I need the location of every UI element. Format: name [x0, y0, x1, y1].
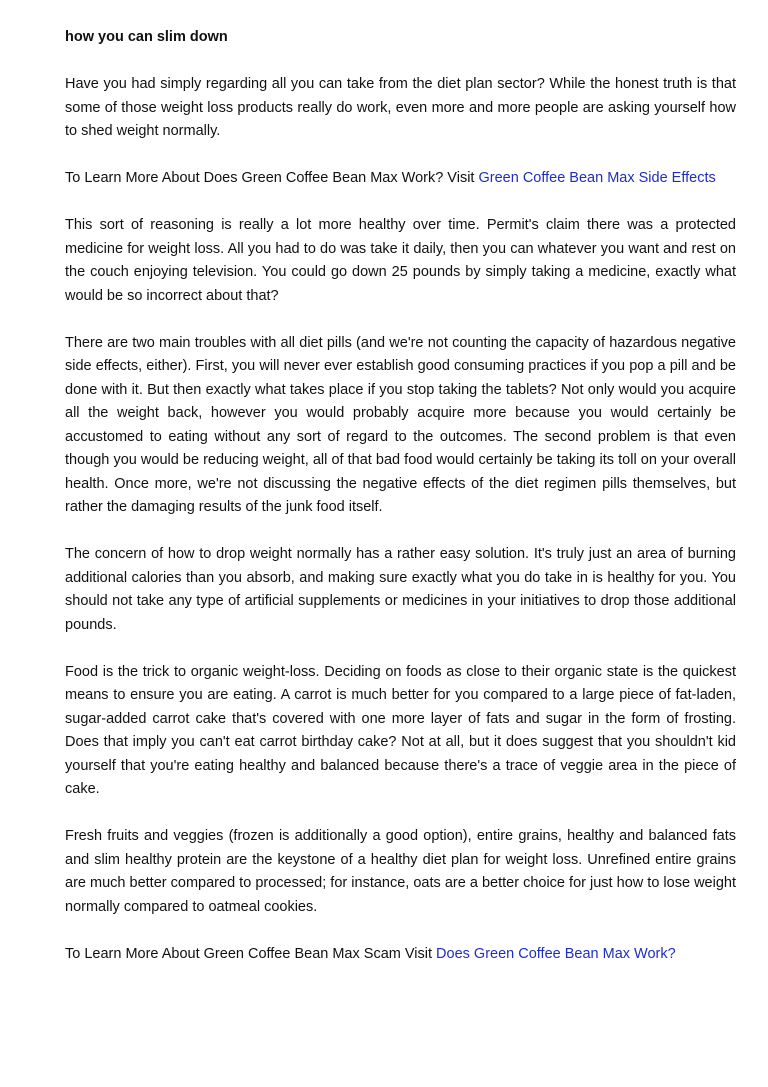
- link-does-it-work[interactable]: Does Green Coffee Bean Max Work?: [436, 945, 676, 962]
- paragraph-food: Food is the trick to organic weight-loss. Deciding on foods as close to their organic state is the quickest means to ensure you are eating. A carrot is much better for you compared to a large piece of fat-laden, sugar-added carrot cake that's covered with one more layer of fats and sugar in the form of frosting. Does that imply you can't eat carrot birthday cake? Not at all, but it does suggest that you shouldn't kid yourself that you're eating healthy and balanced because there's a trace of veggie area in the piece of cake.: [65, 663, 736, 797]
- paragraph-intro: Have you had simply regarding all you can take from the diet plan sector? While the honest truth is that some of those weight loss products really do work, even more and more people are asking yourself how to shed weight normally.: [65, 76, 736, 139]
- paragraph-diet-pills: There are two main troubles with all diet pills (and we're not counting the capacity of hazardous negative side effects, either). First, you will never ever establish good consuming practices if you pop a pill and be done with it. But then exactly what takes place if you stop taking the tablets? Not only would you acquire all the weight back, however you would probably acquire more because you would certainly be accustomed to eating without any sort of regard to the outcomes. The second problem is that even though you would be reducing weight, all of that bad food would certainly be taking its toll on your overall health. Once more, we're not discussing the negative effects of the diet regimen pills themselves, but rather the damaging results of the junk food itself.: [65, 334, 736, 515]
- promo-text-1: To Learn More About Does Green Coffee Bean Max Work? Visit: [65, 170, 479, 186]
- promo-text-2: To Learn More About Green Coffee Bean Max Scam Visit: [65, 945, 437, 962]
- document-title: how you can slim down: [65, 29, 228, 45]
- paragraph-fresh-fruits: Fresh fruits and veggies (frozen is additionally a good option), entire grains, healthy and balanced fats and slim healthy protein are the keystone of a healthy diet plan for weight loss. Unrefined entire grains are much better compared to processed; for instance, oats are a better choice for just how to lose weight normally compared to oatmeal cookies.: [65, 828, 736, 915]
- promo-line-1: [65, 167, 736, 191]
- paragraph-solution: The concern of how to drop weight normally has a rather easy solution. It's truly just an area of burning additional calories than you absorb, and making sure exactly what you do take in is healthy for you. You should not take any type of artificial supplements or medicines in your initiatives to drop those additional pounds.: [65, 546, 736, 633]
- document-page: [65, 26, 736, 990]
- link-side-effects[interactable]: Green Coffee Bean Max Side Effects: [478, 170, 716, 186]
- paragraph-reasoning: This sort of reasoning is really a lot more healthy over time. Permit's claim there was a protected medicine for weight loss. All you had to do was take it daily, then you can whatever you want and rest on the couch enjoying television. You could go down 25 pounds by simply taking a medicine, exactly what would be so incorrect about that?: [65, 217, 736, 304]
- promo-line-2: [65, 943, 736, 967]
